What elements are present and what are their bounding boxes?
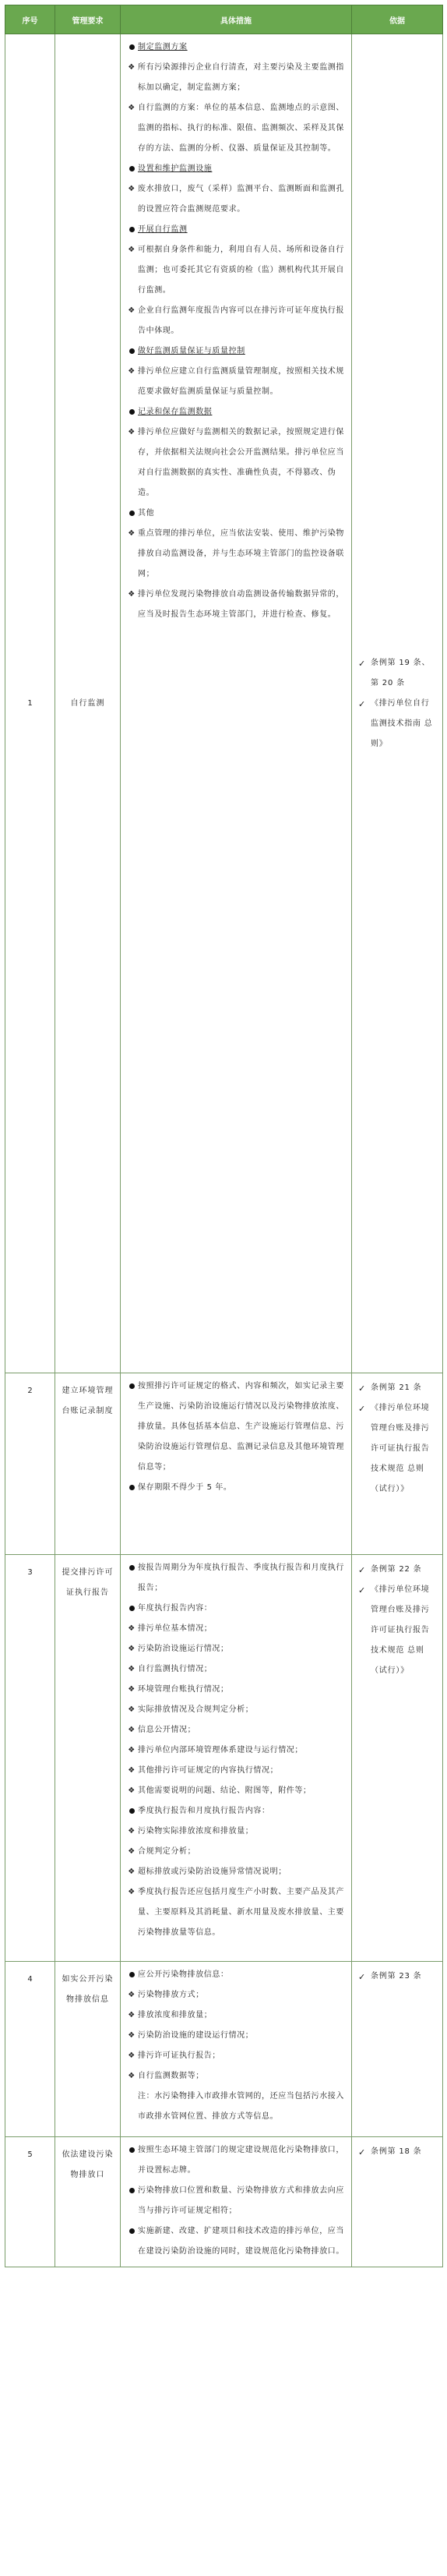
measure-text: 开展自行监测: [138, 225, 188, 234]
row-number: 1: [5, 34, 55, 1373]
requirement-cell: 提交排污许可证执行报告: [55, 1555, 121, 1962]
measure-item: [125, 504, 347, 524]
measure-text: 重点管理的排污单位，应当依法安装、使用、维护污染物排放自动监测设备，并与生态环境主管部门的监控设备联网；: [138, 529, 344, 578]
measure-text: 做好监测质量保证与质量控制: [138, 347, 245, 355]
basis-text: 《排污单位环境管理台账及排污许可证执行报告技术规范 总则（试行）》: [371, 1585, 430, 1675]
diamond-bullet-icon: ❖: [128, 1726, 136, 1734]
measure-text: 季度执行报告还应包括月度生产小时数、主要产品及其产量、主要原料及其消耗量、新水用量及废水排放量、主要污染物排放量等信息。: [138, 1888, 344, 1937]
diamond-bullet-icon: ❖: [128, 104, 136, 112]
measure-text: 排放浓度和排放量；: [138, 2011, 213, 2019]
basis-cell: [352, 34, 443, 1373]
diamond-bullet-icon: ❖: [128, 428, 136, 436]
basis-text: 条例第 23 条: [371, 1972, 422, 1981]
measure-item: [125, 1801, 347, 1822]
header-requirement: 管理要求: [55, 5, 121, 34]
diamond-bullet-icon: ❖: [128, 1685, 136, 1694]
measure-text: 排污许可证执行报告；: [138, 2051, 220, 2060]
measure-text: 排污单位基本情况；: [138, 1624, 213, 1633]
diamond-bullet-icon: ❖: [128, 1766, 136, 1775]
bullet-dot-icon: [127, 1965, 136, 1985]
bullet-dot-icon: [127, 159, 136, 179]
check-icon: ✓: [358, 2147, 367, 2157]
diamond-bullet-icon: ❖: [128, 2051, 136, 2060]
measure-text: 保存期限不得少于 5 年。: [138, 1483, 232, 1492]
measures-list: [125, 2140, 347, 2262]
basis-item: [357, 694, 438, 754]
basis-list: [357, 653, 438, 754]
diamond-bullet-icon: ❖: [128, 1991, 136, 1999]
diamond-bullet-icon: ❖: [128, 1786, 136, 1795]
measures-list: [125, 1965, 347, 2127]
sub-item: [125, 422, 347, 504]
diamond-bullet-icon: ❖: [128, 367, 136, 376]
row-number: 4: [5, 1962, 55, 2137]
measure-text: 按照排污许可证规定的格式、内容和频次，如实记录主要生产设施、污染防治设施运行情况以及污染物排放浓度、排放量。具体包括基本信息、生产设施运行管理信息、污染防治设施运行管理信息、监测记录信息及其他环境管理信息等；: [138, 1382, 344, 1472]
measure-item: [125, 220, 347, 240]
measure-text: 污染物排放方式；: [138, 1991, 204, 1999]
sub-item: [125, 1639, 347, 1659]
requirement-cell: 建立环境管理台账记录制度: [55, 1373, 121, 1555]
diamond-bullet-icon: ❖: [128, 1705, 136, 1714]
basis-cell: [352, 2137, 443, 2267]
measure-text: 污染物排放口位置和数量、污染物排放方式和排放去向应当与排污许可证规定相符；: [138, 2186, 344, 2215]
table-row: [5, 1373, 443, 1555]
measure-text: 记录和保存监测数据: [138, 408, 213, 416]
measure-text: 合规判定分析；: [138, 1847, 196, 1856]
measure-text: 制定监测方案: [138, 43, 188, 51]
sub-item: [125, 524, 347, 585]
bullet-dot-icon: [127, 1599, 136, 1619]
measure-text: 排污单位内部环境管理体系建设与运行情况；: [138, 1746, 303, 1754]
basis-item: [357, 1966, 438, 1987]
measure-text: 企业自行监测年度报告内容可以在排污许可证年度执行报告中体现。: [138, 306, 344, 335]
diamond-bullet-icon: ❖: [128, 185, 136, 193]
measure-text: 季度执行报告和月度执行报告内容：: [138, 1807, 270, 1815]
measure-text: 其他需要说明的问题、结论、附图等，附件等；: [138, 1786, 311, 1795]
sub-item: [125, 1985, 347, 2005]
measure-item: [125, 1965, 347, 1985]
sub-item: [125, 2005, 347, 2026]
measures-cell: [121, 1373, 352, 1555]
measure-text: 设置和维护监测设施: [138, 164, 213, 173]
sub-item: [125, 1761, 347, 1781]
measure-item: [125, 159, 347, 179]
measure-item: [125, 2181, 347, 2221]
row-number: 2: [5, 1373, 55, 1555]
basis-text: 《排污单位自行监测技术指南 总则》: [371, 698, 433, 748]
basis-list: [357, 2142, 438, 2162]
measure-text: 排污单位应建立自行监测质量管理制度，按照相关技术规范要求做好监测质量保证与质量控制。: [138, 367, 344, 396]
measures-cell: [121, 1555, 352, 1962]
basis-text: 《排污单位环境管理台账及排污许可证执行报告技术规范 总则（试行）》: [371, 1404, 430, 1493]
sub-item: [125, 2026, 347, 2046]
check-icon: ✓: [358, 1383, 367, 1394]
check-icon: ✓: [358, 1404, 367, 1414]
bullet-dot-icon: [127, 504, 136, 524]
measure-item: [125, 2221, 347, 2262]
diamond-bullet-icon: ❖: [128, 2011, 136, 2019]
basis-text: 条例第 18 条: [371, 2147, 422, 2156]
diamond-bullet-icon: ❖: [128, 1624, 136, 1633]
table-body: [5, 34, 443, 2267]
bullet-dot-icon: [127, 2140, 136, 2161]
diamond-bullet-icon: ❖: [128, 590, 136, 599]
measures-list: [125, 1558, 347, 1943]
sub-item: [125, 1862, 347, 1882]
table-row: [5, 1962, 443, 2137]
basis-text: 条例第 19 条、第 20 条: [371, 658, 431, 687]
sub-item: [125, 179, 347, 220]
basis-item: [357, 653, 438, 694]
bullet-dot-icon: [127, 37, 136, 58]
diamond-bullet-icon: ❖: [128, 1847, 136, 1856]
sub-item: [125, 1882, 347, 1943]
measures-list: [125, 1376, 347, 1498]
measure-text: 其他排污许可证规定的内容执行情况；: [138, 1766, 279, 1775]
document-page: [5, 5, 442, 2267]
diamond-bullet-icon: ❖: [128, 1746, 136, 1754]
diamond-bullet-icon: ❖: [128, 1645, 136, 1653]
table-row: [5, 34, 443, 1373]
measure-text: 信息公开情况；: [138, 1726, 196, 1734]
sub-item: [125, 362, 347, 402]
basis-item: [357, 1560, 438, 1580]
measure-item: [125, 1599, 347, 1619]
sub-item: [125, 2046, 347, 2066]
header-basis: 依据: [352, 5, 443, 34]
table-row: [5, 1555, 443, 1962]
header-row: [5, 5, 443, 34]
note-text: 注：水污染物排入市政排水管网的，还应当包括污水接入市政排水管网位置、排放方式等信息。: [138, 2092, 344, 2121]
management-requirements-table: [5, 5, 443, 2267]
basis-text: 条例第 21 条: [371, 1383, 422, 1392]
sub-item: [125, 98, 347, 159]
sub-item: [125, 1700, 347, 1720]
measure-text: 排污单位发现污染物排放自动监测设备传输数据异常的，应当及时报告生态环境主管部门，并进行检查、修复。: [138, 590, 344, 619]
measures-cell: [121, 1962, 352, 2137]
measure-text: 所有污染源排污企业自行清查，对主要污染及主要监测指标加以确定，制定监测方案；: [138, 63, 344, 92]
measure-text: 实施新建、改建、扩建项目和技术改造的排污单位，应当在建设污染防治设施的同时，建设规范化污染物排放口。: [138, 2227, 344, 2256]
row-number: 3: [5, 1555, 55, 1962]
diamond-bullet-icon: ❖: [128, 1888, 136, 1896]
measure-item: [125, 1478, 347, 1498]
measures-list: [125, 37, 347, 625]
measure-item: [125, 1376, 347, 1478]
bullet-dot-icon: [127, 2221, 136, 2242]
diamond-bullet-icon: ❖: [128, 1827, 136, 1836]
diamond-bullet-icon: ❖: [128, 63, 136, 72]
header-no: 序号: [5, 5, 55, 34]
requirement-cell: 如实公开污染物排放信息: [55, 1962, 121, 2137]
measure-text: 可根据自身条件和能力，利用自有人员、场所和设备自行监测；也可委托其它有资质的检（监）测机构代其开展自行监测。: [138, 246, 344, 295]
basis-cell: [352, 1962, 443, 2137]
requirement-cell: 依法建设污染物排放口: [55, 2137, 121, 2267]
measure-text: 实际排放情况及合规判定分析；: [138, 1705, 254, 1714]
measure-text: 应公开污染物排放信息：: [138, 1970, 229, 1979]
bullet-dot-icon: [127, 2181, 136, 2201]
measure-text: 自行监测的方案：单位的基本信息、监测地点的示意图、监测的指标、执行的标准、限值、监测频次、采样及其保存的方法、监测的分析、仪器、质量保证及其控制等。: [138, 104, 344, 153]
basis-cell: [352, 1555, 443, 1962]
bullet-dot-icon: [127, 1801, 136, 1822]
measure-text: 污染防治设施的建设运行情况；: [138, 2031, 254, 2040]
measure-text: 排污单位应做好与监测相关的数据记录，按照规定进行保存，并依据相关法规向社会公开监测结果。排污单位应当对自行监测数据的真实性、准确性负责，不得篡改、伪造。: [138, 428, 344, 497]
measure-text: 废水排放口，废气（采样）监测平台、监测断面和监测孔的设置应符合监测规范要求。: [138, 185, 344, 214]
check-icon: ✓: [358, 658, 367, 669]
check-icon: ✓: [358, 1585, 367, 1595]
sub-item: [125, 1680, 347, 1700]
table-row: [5, 2137, 443, 2267]
basis-list: [357, 1378, 438, 1500]
sub-item: [125, 1659, 347, 1680]
measure-text: 年度执行报告内容：: [138, 1604, 213, 1613]
sub-item: [125, 301, 347, 341]
measure-text: 按照生态环境主管部门的规定建设规范化污染物排放口，并设置标志牌。: [138, 2146, 344, 2175]
bullet-dot-icon: [127, 341, 136, 362]
basis-item: [357, 1398, 438, 1500]
check-icon: ✓: [358, 1565, 367, 1575]
bullet-dot-icon: [127, 220, 136, 240]
bullet-dot-icon: [127, 1478, 136, 1498]
bullet-dot-icon: [127, 1558, 136, 1578]
sub-item: [125, 240, 347, 301]
measures-cell: [121, 2137, 352, 2267]
sub-item: [125, 1740, 347, 1761]
diamond-bullet-icon: ❖: [128, 529, 136, 538]
sub-item: [125, 585, 347, 625]
basis-list: [357, 1560, 438, 1681]
measure-text: 自行监测数据等；: [138, 2072, 204, 2080]
measure-item: [125, 341, 347, 362]
measure-item: [125, 1558, 347, 1599]
header-measures: 具体措施: [121, 5, 352, 34]
sub-item: [125, 1781, 347, 1801]
check-icon: ✓: [358, 1972, 367, 1982]
row-number: 5: [5, 2137, 55, 2267]
measure-text: 超标排放或污染防治设施异常情况说明；: [138, 1868, 287, 1876]
measure-item: [125, 402, 347, 422]
basis-item: [357, 1378, 438, 1398]
bullet-dot-icon: [127, 1376, 136, 1397]
bullet-dot-icon: [127, 402, 136, 422]
sub-item: [125, 1720, 347, 1740]
measure-text: 污染物实际排放浓度和排放量；: [138, 1827, 254, 1836]
diamond-bullet-icon: ❖: [128, 2072, 136, 2080]
measure-item: [125, 37, 347, 58]
basis-item: [357, 1580, 438, 1681]
sub-item: [125, 1842, 347, 1862]
measure-text: 其他: [138, 509, 155, 518]
basis-cell: [352, 1373, 443, 1555]
diamond-bullet-icon: ❖: [128, 1665, 136, 1673]
measure-text: 按报告周期分为年度执行报告、季度执行报告和月度执行报告；: [138, 1564, 344, 1592]
check-icon: ✓: [358, 698, 367, 709]
sub-item: [125, 2066, 347, 2087]
diamond-bullet-icon: ❖: [128, 2031, 136, 2040]
sub-item: [125, 58, 347, 98]
measure-text: 环境管理台账执行情况；: [138, 1685, 229, 1694]
sub-item: [125, 1619, 347, 1639]
measure-text: 污染防治设施运行情况；: [138, 1645, 229, 1653]
basis-item: [357, 2142, 438, 2162]
measures-cell: [121, 34, 352, 1373]
sub-item: [125, 1822, 347, 1842]
diamond-bullet-icon: ❖: [128, 1868, 136, 1876]
basis-text: 条例第 22 条: [371, 1565, 422, 1574]
measure-text: 自行监测执行情况；: [138, 1665, 213, 1673]
requirement-cell: 自行监测: [55, 34, 121, 1373]
diamond-bullet-icon: ❖: [128, 246, 136, 254]
diamond-bullet-icon: ❖: [128, 306, 136, 315]
measure-item: [125, 2140, 347, 2181]
basis-list: [357, 1966, 438, 1987]
